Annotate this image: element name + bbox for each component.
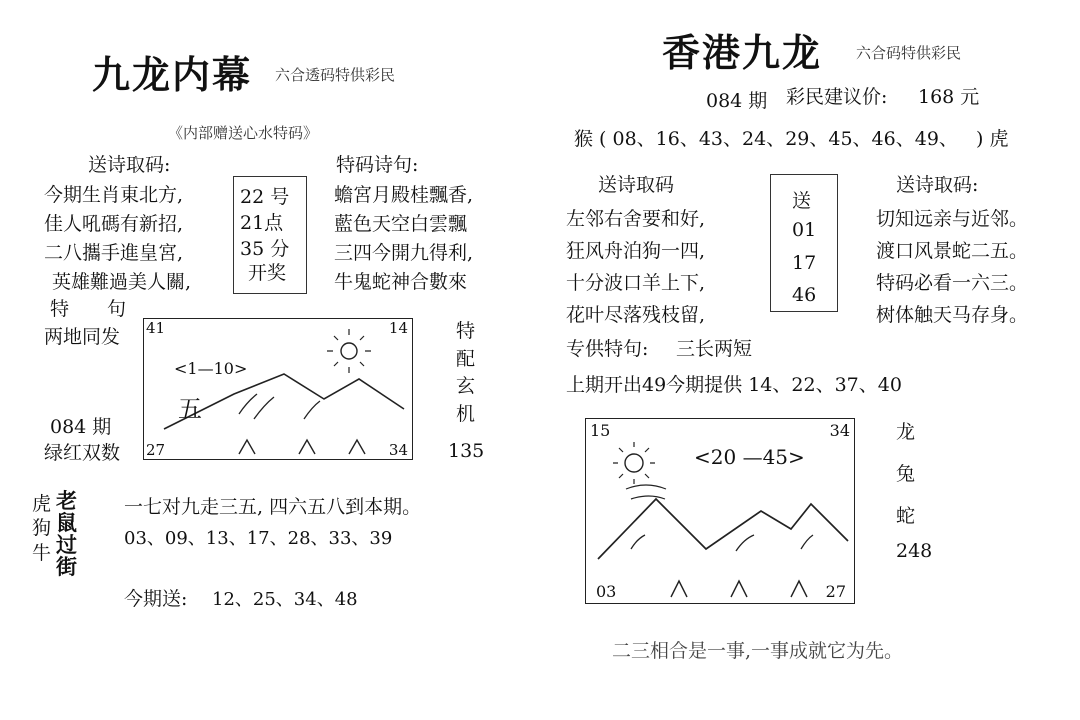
left-today-numbers: 12、25、34、48 <box>212 589 358 610</box>
right-subtitle: 六合码特供彩民 <box>856 44 962 62</box>
right-issue: 084 期 <box>706 90 768 112</box>
laoshu-char: 老 <box>56 488 77 513</box>
sketch-range: <20 —45> <box>694 445 805 469</box>
right-poem-left-line: 十分波口羊上下, <box>566 272 706 294</box>
left-poem-line: 二八攜手進皇宮, <box>44 242 184 264</box>
right-sketch-frame <box>585 418 855 604</box>
right-poem-header-left: 送诗取码 <box>598 174 675 196</box>
gift-box-line: 01 <box>792 219 817 241</box>
codes-box-line: 35 分 <box>240 238 290 260</box>
gift-box-line: 17 <box>792 252 817 274</box>
left-code-poem-line: 牛鬼蛇神合數來 <box>334 271 468 293</box>
left-poem-line: 英雄難過美人關, <box>52 271 192 293</box>
gift-box-line: 46 <box>792 284 817 306</box>
zodiac-char: 牛 <box>32 541 52 564</box>
left-laoshu-column <box>56 490 77 578</box>
left-code-poem-header: 特码诗句: <box>336 154 419 176</box>
left-numbers: 03、09、13、17、28、33、39 <box>124 528 393 549</box>
right-special-text: 三长两短 <box>676 338 753 360</box>
right-poem-right-line: 切知远亲与近邻。 <box>876 208 1029 230</box>
right-poem-right-line: 特码必看一六三。 <box>876 272 1029 294</box>
left-banner: 《内部赠送心水特码》 <box>168 124 319 142</box>
codes-box-line: 21点 <box>240 212 284 234</box>
left-special-label: 特 句 <box>50 298 143 320</box>
left-code-poem-line: 三四今開九得利, <box>334 242 474 264</box>
left-code-poem-line: 藍色天空白雲飄 <box>334 213 468 235</box>
right-monkey-line: 猴 ( 08、16、43、24、29、45、46、49、 ) 虎 <box>574 128 1009 150</box>
right-poem-left-line: 狂风舟泊狗一四, <box>566 240 706 262</box>
sketch-corner-bl: 03 <box>596 582 617 601</box>
gift-box-line: 送 <box>792 190 812 212</box>
laoshu-char: 街 <box>56 554 77 580</box>
laoshu-char: 鼠 <box>56 510 77 536</box>
sketch-corner-tl: 41 <box>146 319 166 337</box>
left-issue-line1: 084 期 <box>50 416 112 438</box>
left-sketch-frame <box>143 318 413 460</box>
left-poem-line: 今期生肖東北方, <box>44 184 184 206</box>
zodiac-char: 狗 <box>32 517 52 540</box>
side-char: 特 <box>456 320 476 342</box>
sketch-corner-tl: 15 <box>590 421 611 440</box>
sketch-corner-tr: 14 <box>388 319 408 337</box>
left-today-label: 今期送: <box>124 588 188 610</box>
side-char: 蛇 <box>896 504 916 527</box>
right-side-vertical <box>896 412 915 537</box>
right-poem-left-line: 左邻右舍要和好, <box>566 208 706 230</box>
left-poem-header: 送诗取码: <box>88 154 171 176</box>
right-side-number: 248 <box>896 540 933 562</box>
codes-box-line: 22 号 <box>240 186 290 208</box>
side-char: 玄 <box>456 375 476 398</box>
left-issue-value: 135 <box>448 440 485 462</box>
left-special-text: 两地同发 <box>44 326 121 348</box>
side-char: 配 <box>456 347 476 370</box>
laoshu-char: 过 <box>56 532 77 558</box>
left-subtitle: 六合透码特供彩民 <box>275 66 396 84</box>
sketch-corner-br: 34 <box>388 441 408 459</box>
right-title: 香港九龙 <box>662 30 823 75</box>
sketch-corner-tr: 34 <box>829 421 850 440</box>
right-last-issue: 上期开出49今期提供 14、22、37、40 <box>566 374 902 396</box>
left-code-poem-line: 蟾宮月殿桂飄香, <box>334 184 474 206</box>
left-side-vertical <box>456 318 475 428</box>
sketch-glyph: 五 <box>178 395 202 423</box>
side-char: 龙 <box>896 421 916 443</box>
right-poem-right-line: 渡口风景蛇二五。 <box>876 240 1029 262</box>
right-price: 168 元 <box>918 86 980 108</box>
right-poem-right-line: 树体触天马存身。 <box>876 304 1029 326</box>
side-char: 兔 <box>896 462 916 485</box>
left-zodiac-column <box>32 492 51 565</box>
zodiac-char: 虎 <box>32 493 52 515</box>
left-poem-line: 佳人吼碼有新招, <box>44 213 184 235</box>
left-verse: 一七对九走三五, 四六五八到本期。 <box>124 496 422 518</box>
side-char: 机 <box>456 402 476 425</box>
sketch-corner-bl: 27 <box>146 441 166 459</box>
right-poem-header-right: 送诗取码: <box>896 174 979 196</box>
right-price-label: 彩民建议价: <box>786 86 888 108</box>
right-footer: 二三相合是一事,一事成就它为先。 <box>612 640 904 662</box>
right-poem-left-line: 花叶尽落残枝留, <box>566 304 706 326</box>
left-issue-line2: 绿红双数 <box>44 442 121 464</box>
right-special-label: 专供特句: <box>566 338 649 360</box>
left-title: 九龙内幕 <box>92 52 253 97</box>
sketch-corner-br: 27 <box>825 582 846 601</box>
sketch-range: <1—10> <box>174 359 248 378</box>
codes-box-line: 开奖 <box>248 262 287 284</box>
